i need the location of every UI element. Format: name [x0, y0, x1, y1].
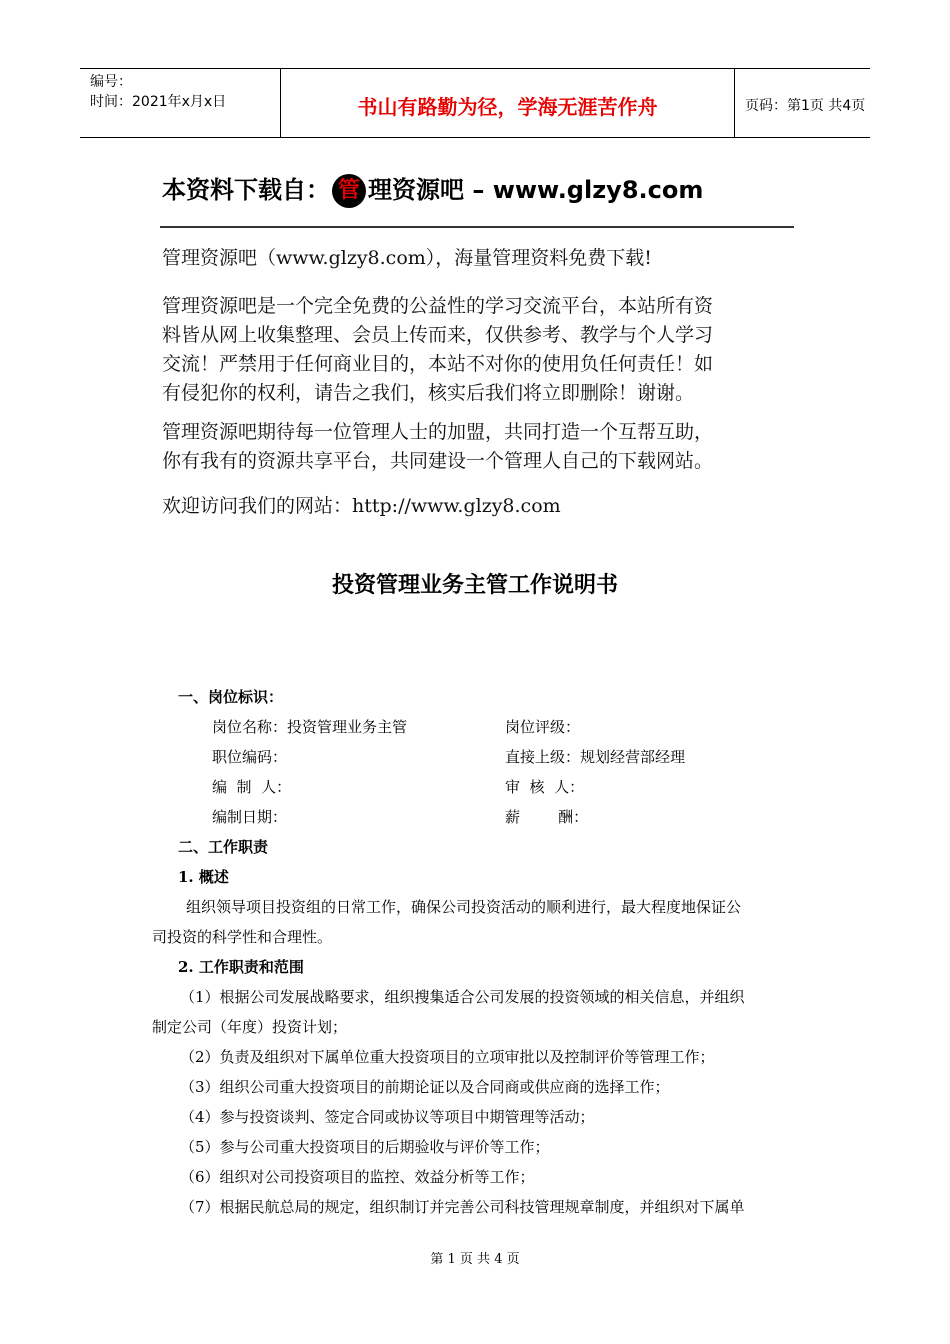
page-header [80, 68, 870, 138]
header-left-cell [80, 69, 280, 137]
subsection-duties-heading: 2. 工作职责和范围 [178, 958, 304, 976]
banner-divider [160, 226, 794, 228]
field-left: 岗位名称：投资管理业务主管 [212, 718, 408, 736]
field-right: 薪 酬： [505, 808, 589, 826]
time-label: 时间：2021年x月x日 [90, 94, 227, 110]
promo-paragraph-3 [162, 418, 802, 476]
site-logo-icon [332, 174, 366, 208]
banner-prefix: 本资料下载自： [162, 176, 330, 204]
promo-line-1: 管理资源吧（www.glzy8.com），海量管理资料免费下载! [162, 247, 652, 269]
field-left: 编制日期： [212, 808, 288, 826]
header-motto: 书山有路勤为径，学海无涯苦作舟 [357, 95, 658, 119]
section-1-heading: 一、岗位标识： [178, 688, 284, 706]
field-right: 审 核 人： [505, 778, 585, 796]
promo-p3-line: 管理资源吧期待每一位管理人士的加盟，共同打造一个互帮互助， [162, 421, 714, 443]
duty-line: 制定公司（年度）投资计划； [152, 1018, 348, 1036]
duty-line: （2）负责及组织对下属单位重大投资项目的立项审批以及控制评价等管理工作； [180, 1048, 715, 1066]
field-right: 岗位评级： [505, 718, 581, 736]
promo-p2-line: 交流！严禁用于任何商业目的，本站不对你的使用负任何责任！如 [162, 353, 714, 375]
duty-line: （7）根据民航总局的规定，组织制订并完善公司科技管理规章制度，并组织对下属单 [180, 1198, 745, 1216]
banner-site-name: 理资源吧 [368, 176, 464, 204]
header-middle-cell [280, 69, 735, 137]
duty-line: （5）参与公司重大投资项目的后期验收与评价等工作； [180, 1138, 550, 1156]
logo-char: 管 [337, 178, 360, 203]
field-right: 直接上级：规划经营部经理 [505, 748, 686, 766]
document-title: 投资管理业务主管工作说明书 [331, 572, 618, 598]
promo-p3-line: 你有我有的资源共享平台，共同建设一个管理人自己的下载网站。 [162, 450, 714, 472]
subsection-overview-heading: 1. 概述 [178, 868, 229, 886]
header-right-cell [735, 69, 870, 137]
overview-line: 组织领导项目投资组的日常工作，确保公司投资活动的顺利进行，最大程度地保证公 [186, 898, 742, 916]
promo-p2-line: 料皆从网上收集整理、会员上传而来，仅供参考、教学与个人学习 [162, 324, 714, 346]
duty-line: （3）组织公司重大投资项目的前期论证以及合同商或供应商的选择工作； [180, 1078, 670, 1096]
field-left: 职位编码： [212, 748, 288, 766]
field-left: 编 制 人： [212, 778, 292, 796]
duty-line: （6）组织对公司投资项目的监控、效益分析等工作； [180, 1168, 535, 1186]
duty-line: （4）参与投资谈判、签定合同或协议等项目中期管理等活动； [180, 1108, 595, 1126]
promo-paragraph-2 [162, 292, 802, 408]
promo-p2-line: 管理资源吧是一个完全免费的公益性的学习交流平台，本站所有资 [162, 295, 714, 317]
section-2-heading: 二、工作职责 [178, 838, 269, 856]
header-page-info: 页码：第1页 共4页 [745, 98, 866, 114]
promo-p2-line: 有侵犯你的权利，请告之我们，核实后我们将立即删除！谢谢。 [162, 382, 695, 404]
page-footer: 第 1 页 共 4 页 [430, 1252, 520, 1267]
promo-line-4: 欢迎访问我们的网站：http://www.glzy8.com [162, 495, 561, 517]
number-label: 编号： [90, 74, 132, 90]
banner-suffix: – www.glzy8.com [464, 176, 704, 204]
duty-line: （1）根据公司发展战略要求，组织搜集适合公司发展的投资领域的相关信息，并组织 [180, 988, 745, 1006]
overview-line: 司投资的科学性和合理性。 [152, 928, 333, 946]
site-banner [162, 170, 794, 210]
